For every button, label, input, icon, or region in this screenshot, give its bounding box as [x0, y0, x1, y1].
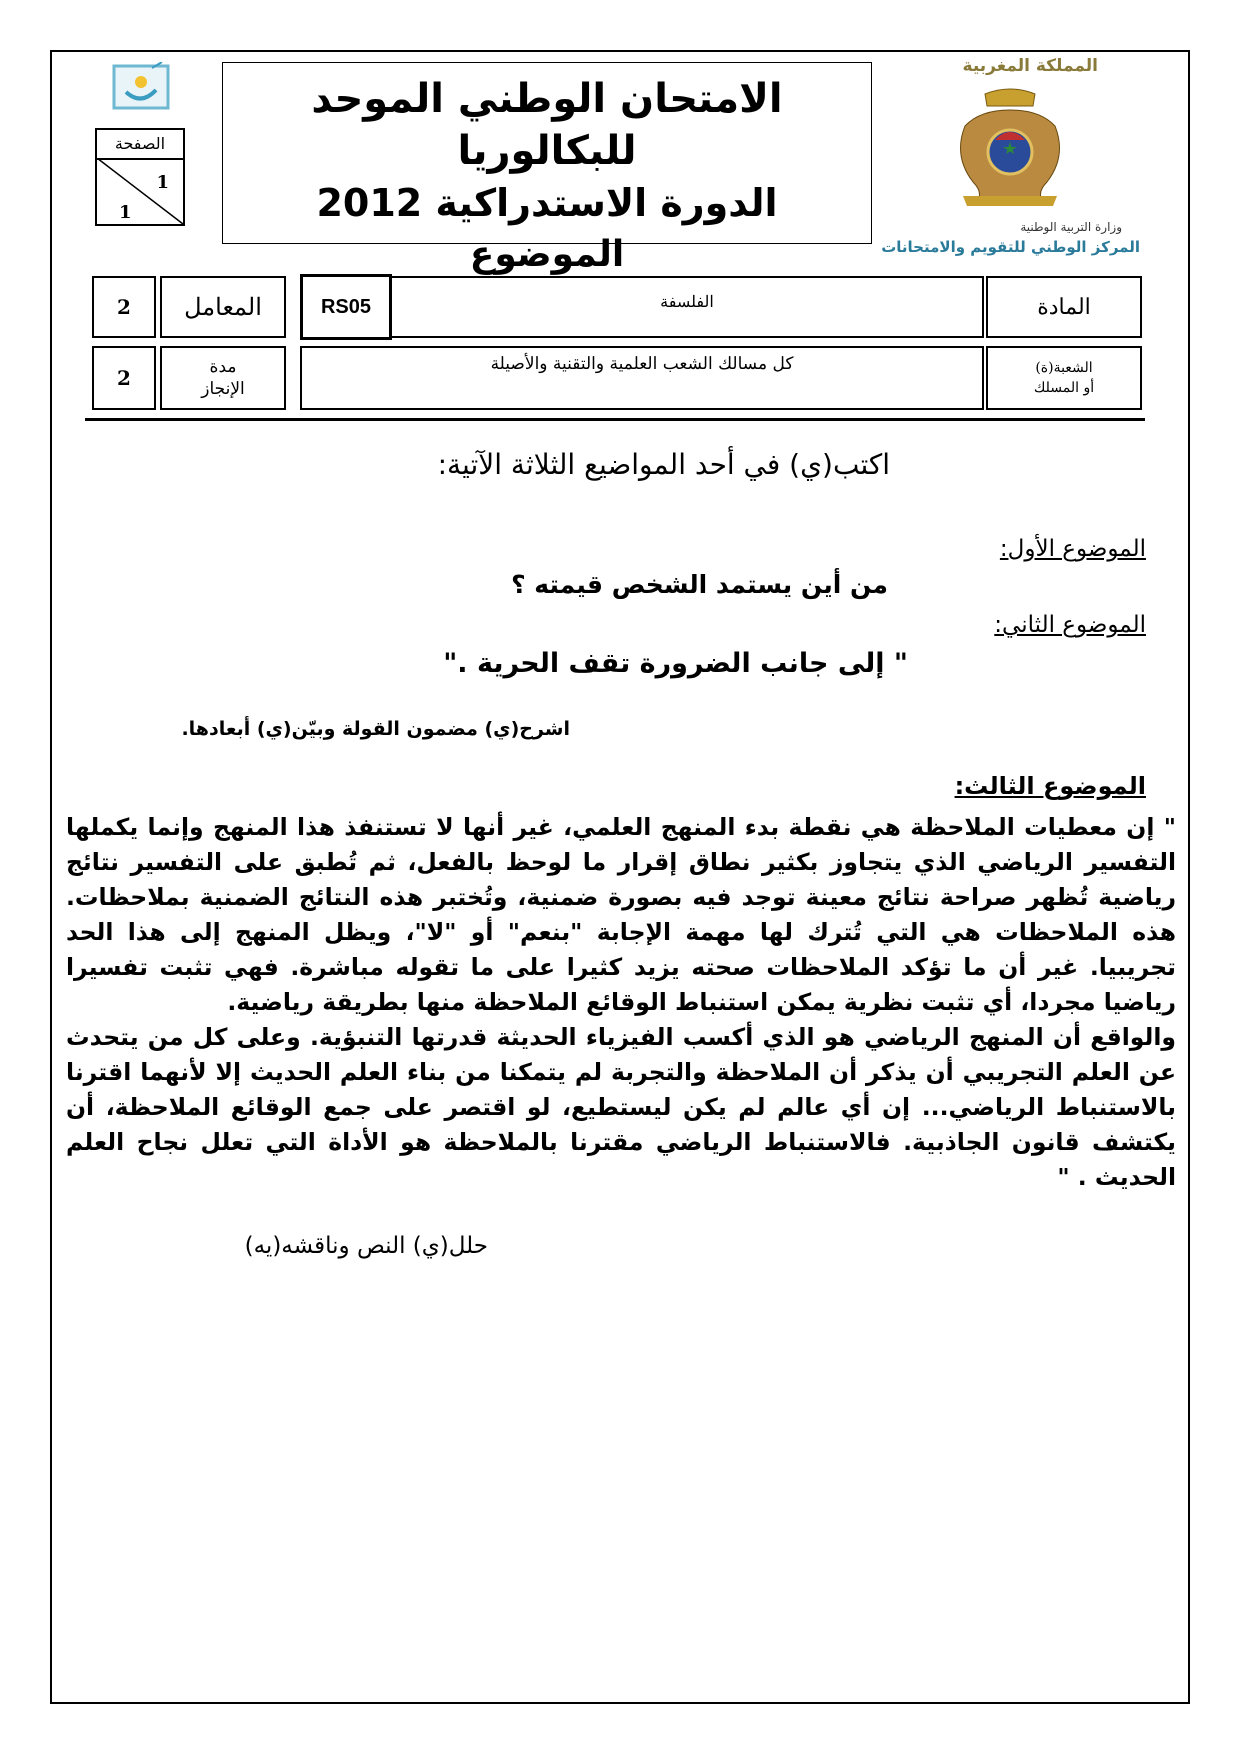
branch-label-line1: الشعبة(ة) — [1035, 360, 1093, 376]
exam-title-box — [222, 62, 872, 275]
page-current: 1 — [156, 172, 169, 193]
duration-label-line2: الإنجاز — [201, 379, 245, 399]
instruction-text: اكتب(ي) في أحد المواضيع الثلاثة الآتية: — [437, 448, 890, 481]
topic3-task: حلل(ي) النص وناقشه(يه) — [244, 1233, 488, 1259]
page-total: 1 — [119, 202, 132, 223]
kingdom-name: المملكة المغربية — [962, 56, 1098, 76]
coat-of-arms-emblem — [945, 86, 1075, 208]
topic3-heading: الموضوع الثالث: — [954, 772, 1146, 800]
subject-code: RS05 — [300, 274, 392, 340]
topic3-text — [66, 810, 1176, 1195]
duration-label-line1: مدة — [209, 357, 237, 377]
page-number-box — [95, 128, 185, 226]
table-bottom-rule — [85, 418, 1145, 421]
topic2-quote: " إلى جانب الضرورة تقف الحرية ." — [443, 648, 908, 679]
branch-value: كل مسالك الشعب العلمية والتقنية والأصيلة — [300, 346, 984, 410]
exam-title: الامتحان الوطني الموحد للبكالوريا — [311, 76, 783, 174]
topic3-paragraph2: والواقع أن المنهج الرياضي هو الذي أكسب الفيزياء الحديثة قدرتها التنبؤية. وعلى كل من يتحدث عن العلم التجريبي أن يذكر أن الملاحظة والتجربة لم يتمكنا من بناء العلم الحديث إلا لأنهما اقترنا بالاستنباط الرياضي... إن أي عالم لم يكن ليستطيع، لو اقتصر على جمع الوقائع الملاحظة، أن يكتشف قانون الجاذبية. فالاستنباط الرياضي مقترنا بالملاحظة هو الأداة التي تعلل نجاح العلم الحديث . " — [66, 1023, 1176, 1191]
evaluation-center-name: المركز الوطني للتقويم والامتحانات — [881, 238, 1140, 256]
topic1-question: من أين يستمد الشخص قيمته ؟ — [511, 570, 888, 599]
duration-value: 2 — [92, 346, 156, 410]
ministry-name: وزارة التربية الوطنية — [1020, 220, 1122, 234]
exam-subject-heading: الموضوع — [469, 234, 625, 275]
branch-label-line2: أو المسلك — [1033, 380, 1095, 396]
branch-label — [986, 346, 1142, 410]
subject-value: الفلسفة — [390, 276, 984, 338]
duration-label — [160, 346, 286, 410]
page-box-diagonal — [97, 158, 183, 224]
page-label: الصفحة — [97, 130, 183, 160]
topic2-task: اشرح(ي) مضمون القولة وبيّن(ي) أبعادها. — [181, 718, 570, 740]
exam-session: الدورة الاستدراكية 2012 — [316, 181, 778, 225]
topic2-heading: الموضوع الثاني: — [994, 612, 1146, 638]
topic1-heading: الموضوع الأول: — [999, 536, 1146, 562]
coefficient-label: المعامل — [160, 276, 286, 338]
topic3-paragraph1: " إن معطيات الملاحظة هي نقطة بدء المنهج العلمي، غير أنها لا تستنفذ هذا المنهج وإنما يكملها التفسير الرياضي الذي يتجاوز بكثير نطاق إقرار ما لوحظ بالفعل، ثم تُطبق على التفسير نتائج رياضية تُظهر صراحة نتائج معينة توجد فيه بصورة ضمنية، وتُختبر هذه النتائج الضمنية بملاحظات. هذه الملاحظات هي التي تُترك لها مهمة الإجابة "بنعم" أو "لا"، ويظل المنهج إلى هذا الحد تجريبيا. غير أن ما تؤكد الملاحظات صحته يزيد كثيرا على ما تقوله مباشرة. فهي تثبت تفسيرا رياضيا مجردا، أي تثبت نظرية يمكن استنباط الوقائع الملاحظة منها بطريقة رياضية. — [66, 813, 1176, 1016]
coefficient-value: 2 — [92, 276, 156, 338]
subject-label: المادة — [986, 276, 1142, 338]
exam-center-logo — [112, 62, 170, 110]
